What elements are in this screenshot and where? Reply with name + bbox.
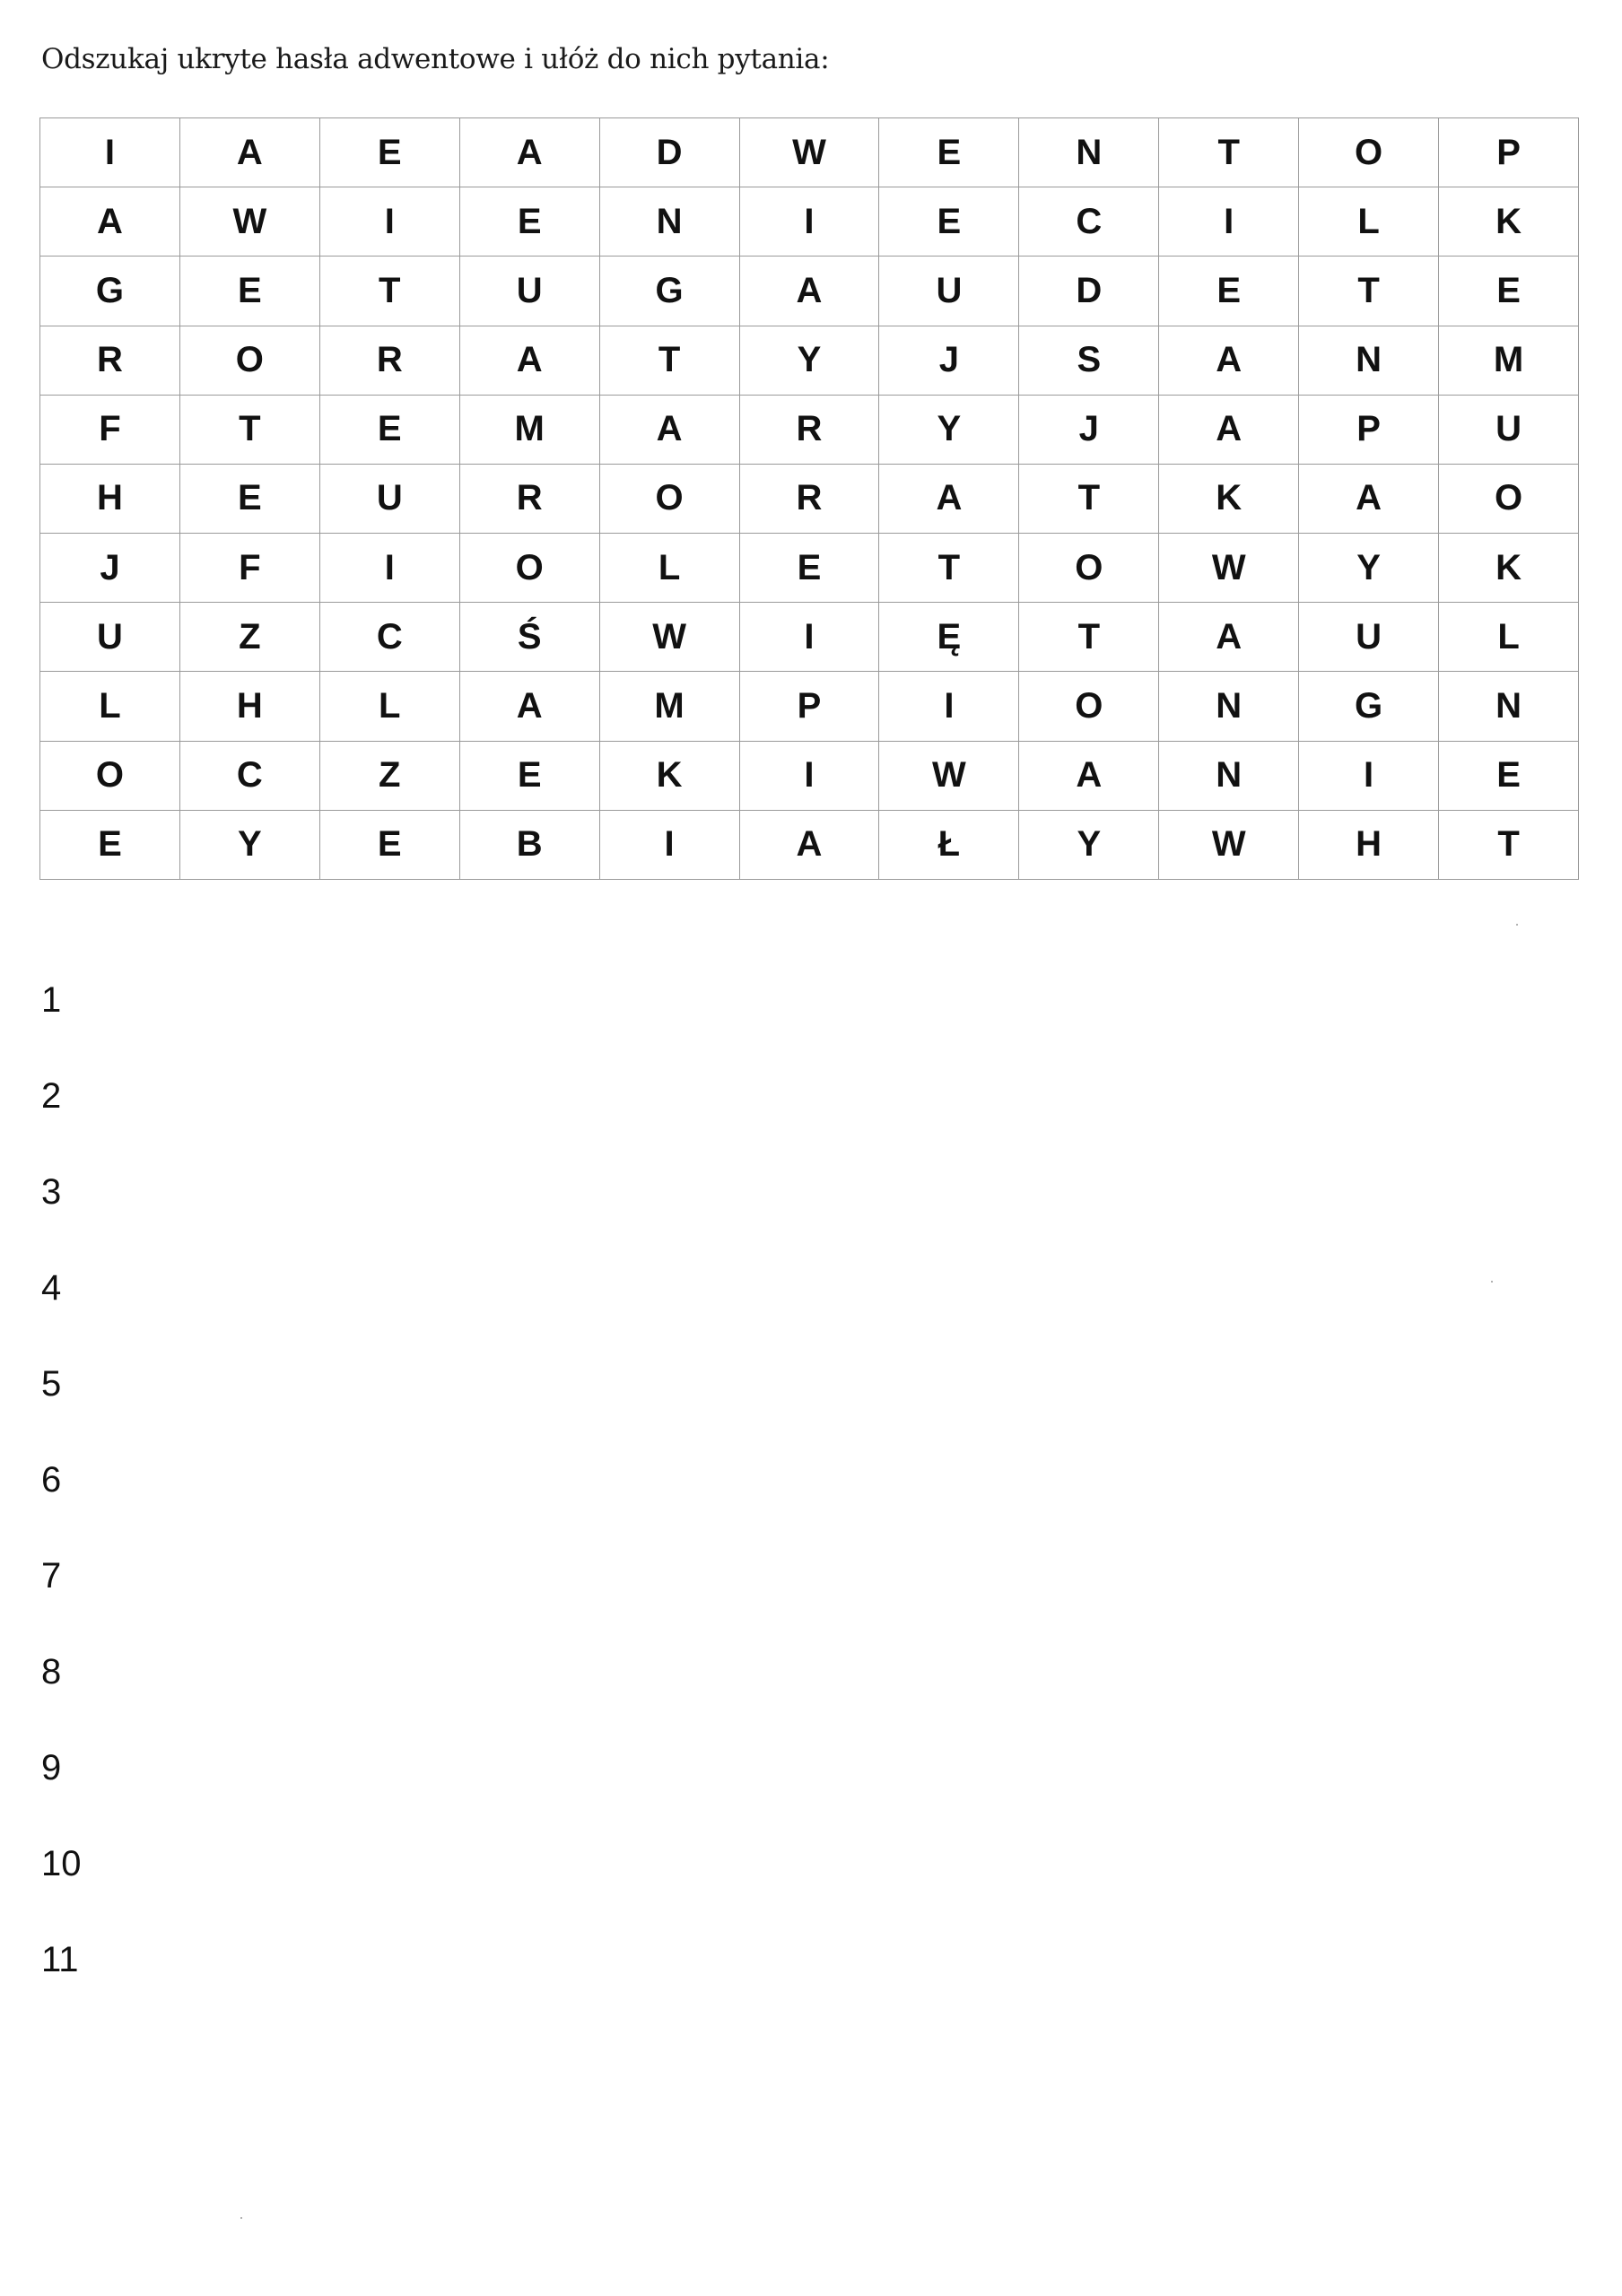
answer-number-list [41, 973, 82, 2029]
grid-cell: W [1159, 534, 1299, 603]
grid-cell: E [40, 810, 180, 879]
grid-cell: Ś [459, 603, 599, 672]
grid-cell: A [879, 464, 1019, 533]
grid-cell: U [1299, 603, 1439, 672]
scan-speck [1491, 1281, 1493, 1283]
grid-cell: Y [879, 395, 1019, 464]
grid-cell: J [1019, 395, 1159, 464]
grid-cell: I [739, 741, 879, 810]
grid-cell: M [459, 395, 599, 464]
grid-cell: I [739, 603, 879, 672]
grid-cell: W [739, 118, 879, 187]
grid-cell: F [40, 395, 180, 464]
grid-cell: I [1299, 741, 1439, 810]
grid-cell: D [1019, 257, 1159, 326]
grid-cell: M [1439, 326, 1579, 395]
grid-cell: N [1019, 118, 1159, 187]
grid-cell: Y [179, 810, 319, 879]
grid-cell: E [179, 257, 319, 326]
answer-number: 4 [41, 1268, 62, 1308]
grid-row [40, 395, 1579, 464]
grid-row [40, 534, 1579, 603]
grid-row [40, 464, 1579, 533]
grid-row [40, 326, 1579, 395]
grid-cell: Z [319, 741, 459, 810]
grid-cell: C [319, 603, 459, 672]
grid-cell: T [179, 395, 319, 464]
grid-cell: L [319, 672, 459, 741]
grid-cell: E [879, 118, 1019, 187]
answer-number: 8 [41, 1652, 62, 1692]
grid-cell: E [459, 741, 599, 810]
grid-cell: S [1019, 326, 1159, 395]
grid-cell: U [1439, 395, 1579, 464]
grid-cell: K [1159, 464, 1299, 533]
grid-cell: R [319, 326, 459, 395]
answer-number: 9 [41, 1748, 62, 1787]
grid-cell: K [1439, 534, 1579, 603]
grid-cell: E [1439, 257, 1579, 326]
grid-cell: G [599, 257, 739, 326]
grid-cell: I [319, 534, 459, 603]
grid-cell: F [179, 534, 319, 603]
grid-cell: E [739, 534, 879, 603]
grid-cell: N [1159, 741, 1299, 810]
grid-cell: I [40, 118, 180, 187]
answer-number: 2 [41, 1076, 62, 1116]
grid-cell: A [459, 672, 599, 741]
grid-cell: H [179, 672, 319, 741]
grid-cell: I [879, 672, 1019, 741]
grid-cell: E [1159, 257, 1299, 326]
answer-number: 6 [41, 1460, 62, 1500]
grid-cell: H [1299, 810, 1439, 879]
grid-cell: L [40, 672, 180, 741]
grid-cell: W [179, 187, 319, 257]
grid-cell: E [179, 464, 319, 533]
grid-cell: O [1299, 118, 1439, 187]
grid-cell: E [1439, 741, 1579, 810]
grid-cell: P [1439, 118, 1579, 187]
answer-number: 3 [41, 1172, 62, 1212]
grid-cell: E [319, 118, 459, 187]
grid-cell: A [1159, 603, 1299, 672]
grid-cell: M [599, 672, 739, 741]
grid-cell: Ł [879, 810, 1019, 879]
grid-cell: D [599, 118, 739, 187]
grid-cell: O [1439, 464, 1579, 533]
grid-cell: E [879, 187, 1019, 257]
answer-number: 10 [41, 1844, 82, 1883]
grid-cell: W [879, 741, 1019, 810]
grid-cell: N [1159, 672, 1299, 741]
grid-cell: Y [739, 326, 879, 395]
grid-cell: I [599, 810, 739, 879]
word-search-grid [39, 117, 1579, 880]
grid-cell: T [1159, 118, 1299, 187]
grid-cell: J [879, 326, 1019, 395]
grid-cell: U [879, 257, 1019, 326]
grid-cell: I [739, 187, 879, 257]
grid-cell: K [599, 741, 739, 810]
grid-cell: W [1159, 810, 1299, 879]
grid-cell: E [319, 810, 459, 879]
grid-cell: C [1019, 187, 1159, 257]
grid-cell: I [1159, 187, 1299, 257]
grid-cell: N [1299, 326, 1439, 395]
grid-cell: T [1019, 603, 1159, 672]
grid-cell: P [1299, 395, 1439, 464]
grid-cell: T [1019, 464, 1159, 533]
grid-cell: E [459, 187, 599, 257]
grid-cell: L [1299, 187, 1439, 257]
grid-cell: O [1019, 534, 1159, 603]
grid-cell: J [40, 534, 180, 603]
grid-cell: A [459, 118, 599, 187]
grid-cell: O [599, 464, 739, 533]
grid-cell: T [1299, 257, 1439, 326]
grid-row [40, 672, 1579, 741]
scan-speck [240, 2217, 242, 2219]
answer-number: 5 [41, 1364, 62, 1404]
grid-cell: T [599, 326, 739, 395]
grid-cell: R [40, 326, 180, 395]
grid-row [40, 257, 1579, 326]
grid-cell: I [319, 187, 459, 257]
grid-cell: W [599, 603, 739, 672]
grid-cell: O [179, 326, 319, 395]
grid-row [40, 741, 1579, 810]
grid-cell: N [599, 187, 739, 257]
grid-cell: U [319, 464, 459, 533]
grid-cell: A [1159, 395, 1299, 464]
grid-cell: T [1439, 810, 1579, 879]
grid-cell: Z [179, 603, 319, 672]
grid-cell: A [1019, 741, 1159, 810]
grid-cell: Y [1019, 810, 1159, 879]
grid-cell: A [1299, 464, 1439, 533]
grid-cell: L [1439, 603, 1579, 672]
grid-cell: A [1159, 326, 1299, 395]
grid-cell: R [739, 395, 879, 464]
grid-row [40, 118, 1579, 187]
grid-cell: R [739, 464, 879, 533]
grid-cell: P [739, 672, 879, 741]
grid-cell: A [739, 257, 879, 326]
answer-number: 1 [41, 980, 62, 1020]
grid-cell: N [1439, 672, 1579, 741]
grid-cell: O [459, 534, 599, 603]
grid-cell: O [40, 741, 180, 810]
grid-cell: A [739, 810, 879, 879]
grid-cell: H [40, 464, 180, 533]
grid-cell: B [459, 810, 599, 879]
grid-cell: Y [1299, 534, 1439, 603]
page-title: Odszukaj ukryte hasła adwentowe i ułóż do nich pytania: [41, 43, 830, 75]
grid-cell: T [319, 257, 459, 326]
grid-cell: U [40, 603, 180, 672]
grid-cell: E [319, 395, 459, 464]
grid-row [40, 603, 1579, 672]
grid-cell: O [1019, 672, 1159, 741]
grid-cell: L [599, 534, 739, 603]
grid-cell: G [40, 257, 180, 326]
grid-row [40, 187, 1579, 257]
grid-cell: G [1299, 672, 1439, 741]
grid-cell: Ę [879, 603, 1019, 672]
grid-cell: A [40, 187, 180, 257]
grid-cell: A [459, 326, 599, 395]
grid-cell: A [179, 118, 319, 187]
grid-cell: T [879, 534, 1019, 603]
grid-cell: A [599, 395, 739, 464]
grid-cell: U [459, 257, 599, 326]
grid-cell: C [179, 741, 319, 810]
answer-number: 7 [41, 1556, 62, 1596]
grid-cell: R [459, 464, 599, 533]
grid-cell: K [1439, 187, 1579, 257]
scan-speck [1516, 924, 1518, 926]
answer-number: 11 [41, 1940, 79, 1979]
grid-row [40, 810, 1579, 879]
